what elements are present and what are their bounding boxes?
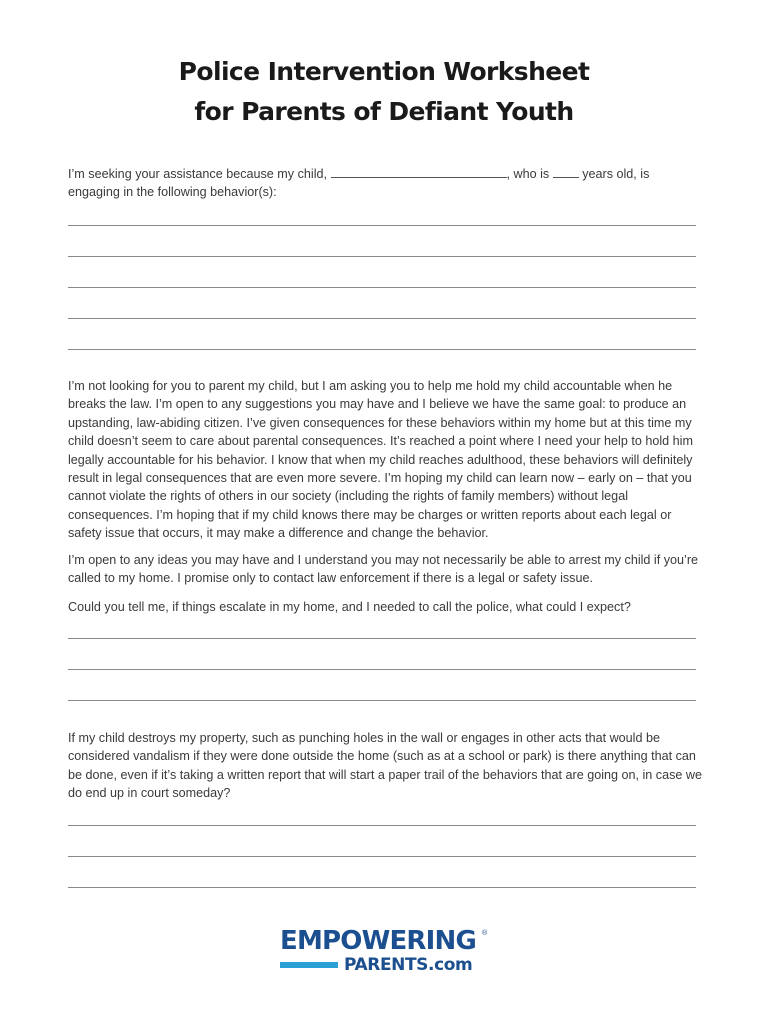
question-vandalism: If my child destroys my property, such as punching holes in the wall or engages in other acts that would be considered vandalism if they were done outside the home (such as at a school or park) is there anything that can be done, even if it’s taking a written report that will start a paper trail of the behaviors that are going on, in case we do end up in court someday? <box>68 731 703 801</box>
child-name-blank[interactable] <box>331 165 507 178</box>
page-title <box>0 52 768 132</box>
behavior-answer-line-2[interactable] <box>68 256 696 257</box>
behavior-answer-line-4[interactable] <box>68 318 696 319</box>
intro-text-2: , who is <box>506 167 553 181</box>
intro-text-1: I’m seeking your assistance because my child, <box>68 167 331 181</box>
escalation-answer-line-1[interactable] <box>68 638 696 639</box>
vandalism-answer-line-1[interactable] <box>68 825 696 826</box>
ideas-paragraph: I’m open to any ideas you may have and I understand you may not necessarily be able to arrest my child if you’re called to my home. I promise only to contact law enforcement if there is a legal or safety issue. <box>68 553 699 586</box>
logo-registered-mark: ® <box>482 930 488 937</box>
child-age-blank[interactable] <box>553 165 579 178</box>
behavior-answer-line-5[interactable] <box>68 349 696 350</box>
logo-accent-bar <box>280 962 338 968</box>
vandalism-answer-line-3[interactable] <box>68 887 696 888</box>
empowering-parents-logo <box>276 926 496 986</box>
vandalism-answer-line-2[interactable] <box>68 856 696 857</box>
escalation-answer-line-2[interactable] <box>68 669 696 670</box>
behavior-answer-line-1[interactable] <box>68 225 696 226</box>
logo-wordmark-bottom: PARENTS.com <box>344 955 473 975</box>
explanation-paragraph: I’m not looking for you to parent my child, but I am asking you to help me hold my child accountable when he breaks the law. I’m open to any suggestions you may have and I believe we have the same goal: to produce an upstanding, law-abiding citizen. I’ve given consequences for these behaviors within my home but at this time my child doesn’t seem to care about parental consequences. It’s reached a point where I need your help to hold him legally accountable for his behavior. I know that when my child reaches adulthood, these behaviors will definitely result in legal consequences that are even more severe. I’m hoping my child can learn now – early on – that you cannot violate the rights of others in our society (including the rights of family members) without legal consequences. I’m hoping that if my child knows there may be charges or written reports about each legal or safety issue that occurs, it may make a difference and change the behavior. <box>68 379 693 541</box>
title-line-2: for Parents of Defiant Youth <box>194 97 574 126</box>
logo-wordmark-top: EMPOWERING <box>280 926 477 956</box>
question-escalation: Could you tell me, if things escalate in my home, and I needed to call the police, what could I expect? <box>68 600 631 614</box>
intro-paragraph <box>68 165 704 202</box>
title-line-1: Police Intervention Worksheet <box>178 57 590 86</box>
intro-text-3: years old, is engaging in the following behavior(s): <box>68 167 650 200</box>
behavior-answer-line-3[interactable] <box>68 287 696 288</box>
escalation-answer-line-3[interactable] <box>68 700 696 701</box>
